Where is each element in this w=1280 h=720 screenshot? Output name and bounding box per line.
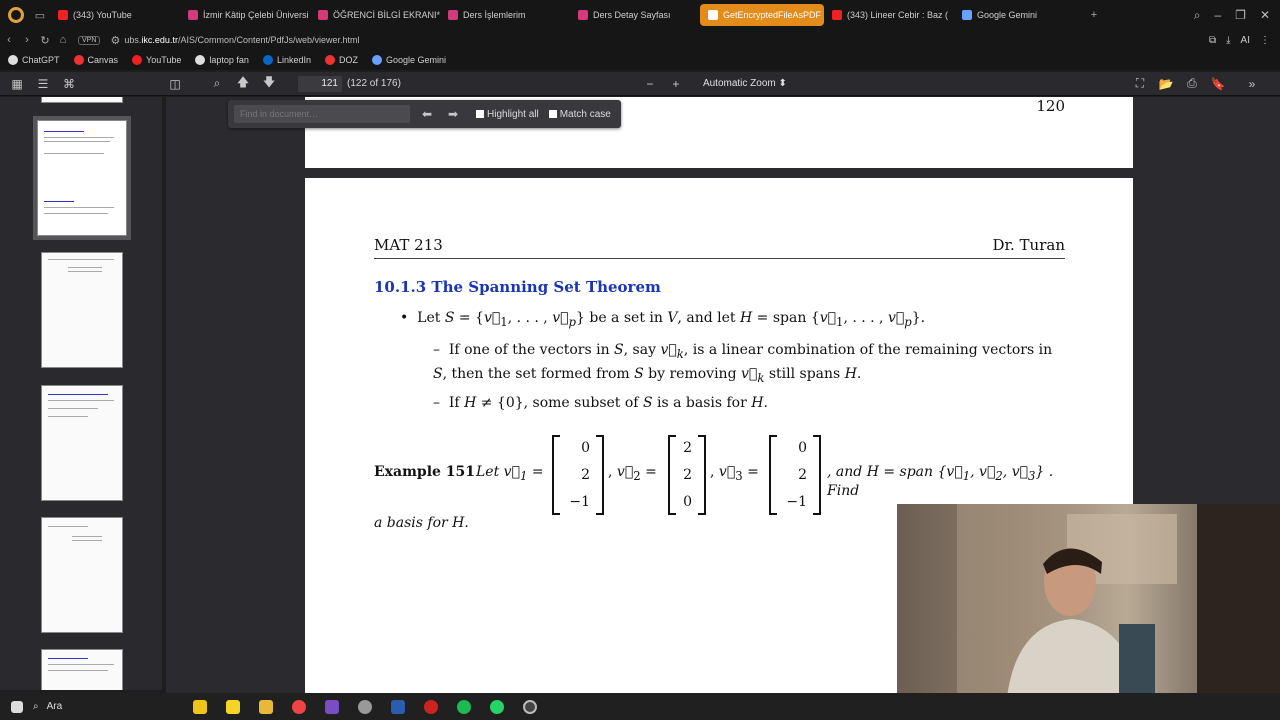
thumbnail-page[interactable] xyxy=(41,97,123,103)
example-continuation: a basis for H. xyxy=(374,515,469,531)
match-case-checkbox[interactable] xyxy=(549,110,557,118)
header-rule xyxy=(374,258,1065,259)
sticky-notes-icon[interactable] xyxy=(216,700,249,714)
minimize-icon[interactable]: – xyxy=(1214,7,1222,22)
tools-icon[interactable]: » xyxy=(1248,76,1256,91)
zoom-select[interactable]: Automatic Zoom ⬍ xyxy=(699,76,795,92)
ikc-icon xyxy=(708,10,718,20)
section-title: 10.1.3 The Spanning Set Theorem xyxy=(374,278,661,296)
highlight-all-checkbox[interactable] xyxy=(476,110,484,118)
page-count: (122 of 176) xyxy=(347,78,401,89)
visual-studio-icon[interactable] xyxy=(315,700,348,714)
search-icon[interactable]: ⌕ xyxy=(1193,7,1201,22)
tab-ders-islemlerim[interactable]: Ders İşlemlerim xyxy=(440,4,570,26)
thumbnail-page-selected[interactable] xyxy=(37,120,127,236)
widgets-icon[interactable] xyxy=(183,700,216,714)
gemini-icon xyxy=(962,10,972,20)
print-icon[interactable]: ⎙ xyxy=(1187,76,1197,90)
pdf-toolbar xyxy=(0,72,1280,96)
forward-icon[interactable]: › xyxy=(25,34,29,46)
spotify-icon[interactable] xyxy=(447,700,480,714)
open-file-icon[interactable]: 📂 xyxy=(1158,76,1174,91)
download-icon[interactable]: ⤓ xyxy=(1226,34,1231,46)
thumbnail-sidebar xyxy=(0,97,162,690)
vector-v2: 2 2 0 xyxy=(668,435,706,515)
tab-youtube-lineer[interactable]: (343) Lineer Cebir : Baz ( xyxy=(824,4,954,26)
taskbar-search[interactable]: ⌕ Ara xyxy=(33,701,63,712)
vector-v3: 0 2 −1 xyxy=(769,435,821,515)
ikc-icon xyxy=(318,10,328,20)
ikc-icon xyxy=(578,10,588,20)
start-icon[interactable] xyxy=(0,701,33,713)
vector-v1: 0 2 −1 xyxy=(552,435,604,515)
bookmarks-bar xyxy=(0,50,1280,70)
tab-ogrenci[interactable]: ÖĞRENCİ BİLGİ EKRANI* xyxy=(310,4,440,26)
canvas-icon xyxy=(74,55,84,65)
linkedin-icon xyxy=(263,55,273,65)
find-bar: Find in document… ⬅ ➡ Highlight all Match case xyxy=(228,100,621,128)
restore-icon[interactable]: ❐ xyxy=(1235,7,1246,22)
theorem-statement: • Let $S = \{v⃗_1$, . . . , $v⃗_p$} be a set in V, and let H = span {$v⃗_1$, . . . , $v⃗_p$}. xyxy=(400,310,926,329)
bookmark-doz[interactable]: DOZ xyxy=(325,55,358,65)
thumbnail-page[interactable] xyxy=(41,252,123,368)
bookmark-icon[interactable]: 🔖 xyxy=(1210,76,1226,91)
back-icon[interactable]: ‹ xyxy=(7,34,11,46)
find-previous-icon[interactable]: ⬅ xyxy=(421,107,433,121)
bookmark-laptop-fan[interactable]: laptop fan xyxy=(195,55,249,65)
bookmark-linkedin[interactable]: LinkedIn xyxy=(263,55,311,65)
bookmark-chatgpt[interactable]: ChatGPT xyxy=(8,55,60,65)
close-icon[interactable]: ✕ xyxy=(1259,7,1270,22)
ai-button[interactable]: AI xyxy=(1240,34,1250,46)
vpn-badge[interactable]: VPN xyxy=(78,36,100,45)
find-next-icon[interactable]: ➡ xyxy=(447,107,459,121)
youtube-icon xyxy=(58,10,68,20)
app-icon[interactable] xyxy=(348,700,381,714)
tab-overview-icon[interactable]: ▭ xyxy=(34,9,46,22)
outline-icon[interactable]: ☰ xyxy=(37,76,49,91)
doz-icon xyxy=(325,55,335,65)
example-statement: Example 151 Let $v⃗_1$ = , $v⃗_2$ = , $v⃗_3$ = , and H = span {$v⃗_1$, $v⃗_2$, $v⃗_3$} . Find xyxy=(374,464,1054,499)
bookmark-canvas[interactable]: Canvas xyxy=(74,55,119,65)
tab-ikc[interactable]: İzmir Kâtip Çelebi Üniversi xyxy=(180,4,310,26)
new-tab-icon[interactable]: + xyxy=(1090,9,1098,21)
address-bar xyxy=(0,30,1280,50)
thumbnail-page[interactable] xyxy=(41,649,123,690)
whatsapp-icon[interactable] xyxy=(480,700,513,714)
thumbnail-page[interactable] xyxy=(41,385,123,501)
window-controls xyxy=(1194,8,1280,23)
opera-icon[interactable] xyxy=(414,700,447,714)
gemini-icon xyxy=(372,55,382,65)
extension-icon[interactable]: ⧉ xyxy=(1208,34,1217,46)
zoom-in-icon[interactable]: + xyxy=(672,76,680,91)
find-icon[interactable]: ⌕ xyxy=(213,76,221,90)
page-number-input[interactable]: 121 xyxy=(298,76,342,92)
toggle-sidebar-icon[interactable]: ◫ xyxy=(169,76,181,91)
chatgpt-icon xyxy=(8,55,18,65)
page-number-label: 120 xyxy=(1036,97,1065,115)
youtube-icon xyxy=(132,55,142,65)
bookmark-youtube[interactable]: YouTube xyxy=(132,55,181,65)
zoom-out-icon[interactable]: − xyxy=(646,76,654,91)
powershell-icon[interactable] xyxy=(381,700,414,714)
previous-page-icon[interactable]: 🡅 xyxy=(236,75,250,89)
tab-gemini[interactable]: Google Gemini xyxy=(954,4,1084,26)
youtube-icon xyxy=(832,10,842,20)
opera-logo-icon[interactable] xyxy=(8,7,24,23)
tab-ders-detay[interactable]: Ders Detay Sayfası xyxy=(570,4,700,26)
tab-youtube[interactable]: (343) YouTube xyxy=(50,4,180,26)
attachments-icon[interactable]: ⌘ xyxy=(63,76,75,91)
site-info-icon[interactable]: ⚙ xyxy=(110,34,121,47)
webcam-overlay xyxy=(897,504,1280,697)
presentation-mode-icon[interactable]: ⛶ xyxy=(1135,76,1145,90)
next-page-icon[interactable]: 🡇 xyxy=(262,75,276,89)
ikc-icon xyxy=(448,10,458,20)
theorem-part-b: – If H ≠ {0}, some subset of S is a basis for H. xyxy=(433,395,768,411)
url-field[interactable]: ubs.ikc.edu.tr/AIS/Common/Content/PdfJs/web/viewer.html xyxy=(124,35,360,45)
windows-taskbar xyxy=(0,693,1280,720)
chrome-icon[interactable] xyxy=(282,700,315,714)
sidebar-thumbnails-icon[interactable]: ▦ xyxy=(11,76,23,91)
file-explorer-icon[interactable] xyxy=(249,700,282,714)
webcam-person-image xyxy=(897,504,1280,697)
thumbnail-page[interactable] xyxy=(41,517,123,633)
browser-tab-strip xyxy=(0,0,1280,30)
course-header: MAT 213 xyxy=(374,236,443,254)
bookmark-gemini[interactable]: Google Gemini xyxy=(372,55,446,65)
ikc-icon xyxy=(188,10,198,20)
laptop-fan-icon xyxy=(195,55,205,65)
home-icon[interactable]: ⌂ xyxy=(59,34,67,46)
search-icon: ⌕ xyxy=(33,701,39,712)
example-label: Example 151 xyxy=(374,464,476,480)
author-header: Dr. Turan xyxy=(992,236,1065,254)
find-input[interactable]: Find in document… xyxy=(234,105,410,123)
tab-pdf[interactable]: GetEncryptedFileAsPDF xyxy=(700,4,824,26)
reload-icon[interactable]: ↻ xyxy=(40,34,50,47)
theorem-part-a: – If one of the vectors in S, say $v⃗_k$, is a linear combination of the remaining vectors in S, then the set formed from S by removing $v⃗_k$ still spans H. xyxy=(433,342,1053,385)
menu-icon[interactable]: ⋮ xyxy=(1260,34,1270,46)
obs-icon[interactable] xyxy=(513,700,546,714)
